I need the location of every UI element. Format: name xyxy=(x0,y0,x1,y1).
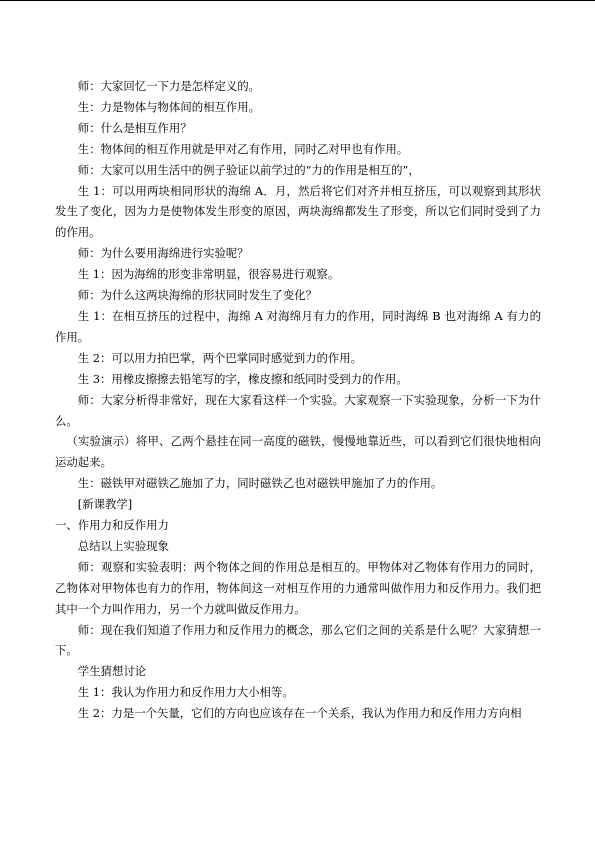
section-heading-action-reaction: 一、作用力和反作用力 xyxy=(55,518,169,533)
paragraph-teacher-why-simultaneous: 师：为什么这两块海绵的形状同时发生了变化？ xyxy=(77,288,318,303)
paragraph-student1-mutual-force: 生 1：在相互挤压的过程中，海绵 A 对海绵月有力的作用，同时海绵 B 也对海绵 A 有力的作用。 xyxy=(55,308,541,344)
paragraph-student1-equal: 生 1：我认为作用力和反作用力大小相等。 xyxy=(77,685,294,700)
paragraph-teacher-why-sponge: 师：为什么要用海绵进行实验呢？ xyxy=(77,246,249,261)
paragraph-teacher-experiment: 师：大家分析得非常好，现在大家看这样一个实验。大家观察一下实验现象，分析一下为什么。 xyxy=(55,392,541,428)
paragraph-student1-sponge: 生 1：可以用两块相同形状的海绵 A．月，然后将它们对齐并相互挤压，可以观察到其形状发生了变化，因为力是使物体发生形变的原因，两块海绵都发生了形变，所以它们同时受到了力的作用。 xyxy=(55,183,541,240)
paragraph-student1-deformation: 生 1：因为海绵的形变非常明显，很容易进行观察。 xyxy=(77,267,340,282)
paragraph-student-magnets: 生：磁铁甲对磁铁乙施加了力，同时磁铁乙也对磁铁甲施加了力的作用。 xyxy=(77,476,443,491)
paragraph-discussion-label: 学生猜想讨论 xyxy=(77,664,147,679)
paragraph-teacher-prompt: 师：大家可以用生活中的例子验证以前学过的“力的作用是相互的”， xyxy=(77,162,420,177)
page-top-border xyxy=(0,0,595,1)
paragraph-student2-clap: 生 2：可以用力拍巴掌，两个巴掌同时感觉到力的作用。 xyxy=(77,350,363,365)
paragraph-demo-magnets: （实验演示）将甲、乙两个悬挂在同一高度的磁铁，慢慢地靠近些，可以看到它们很快地相向运动起来。 xyxy=(55,434,541,470)
paragraph-teacher-question-2: 师：什么是相互作用？ xyxy=(77,120,192,135)
paragraph-student2-vector: 生 2：力是一个矢量，它们的方向也应该存在一个关系，我认为作用力和反作用力方向相 xyxy=(77,706,522,721)
paragraph-teacher-definition: 师：观察和实验表明：两个物体之间的作用总是相互的。甲物体对乙物体有作用力的同时，乙物体对甲物体也有力的作用，物体间这一对相互作用的力通常叫做作用力和反作用力。我们把其中一个力叫作用力，另一个力就叫做反作用力。 xyxy=(55,559,541,616)
paragraph-student3-eraser: 生 3：用橡皮擦擦去铅笔写的字，橡皮擦和纸同时受到力的作用。 xyxy=(77,371,408,386)
paragraph-student-answer-2: 生：物体间的相互作用就是甲对乙有作用，同时乙对甲也有作用。 xyxy=(77,141,409,156)
paragraph-teacher-relationship: 师：现在我们知道了作用力和反作用力的概念，那么它们之间的关系是什么呢？大家猜想一下。 xyxy=(55,622,541,658)
paragraph-summary-label: 总结以上实验现象 xyxy=(77,538,169,553)
paragraph-student-answer-1: 生：力是物体与物体间的相互作用。 xyxy=(77,99,261,114)
document-body xyxy=(55,76,541,724)
section-label-new-lesson: [新课教学] xyxy=(77,497,133,512)
paragraph-teacher-question-1: 师：大家回忆一下力是怎样定义的。 xyxy=(77,79,261,93)
